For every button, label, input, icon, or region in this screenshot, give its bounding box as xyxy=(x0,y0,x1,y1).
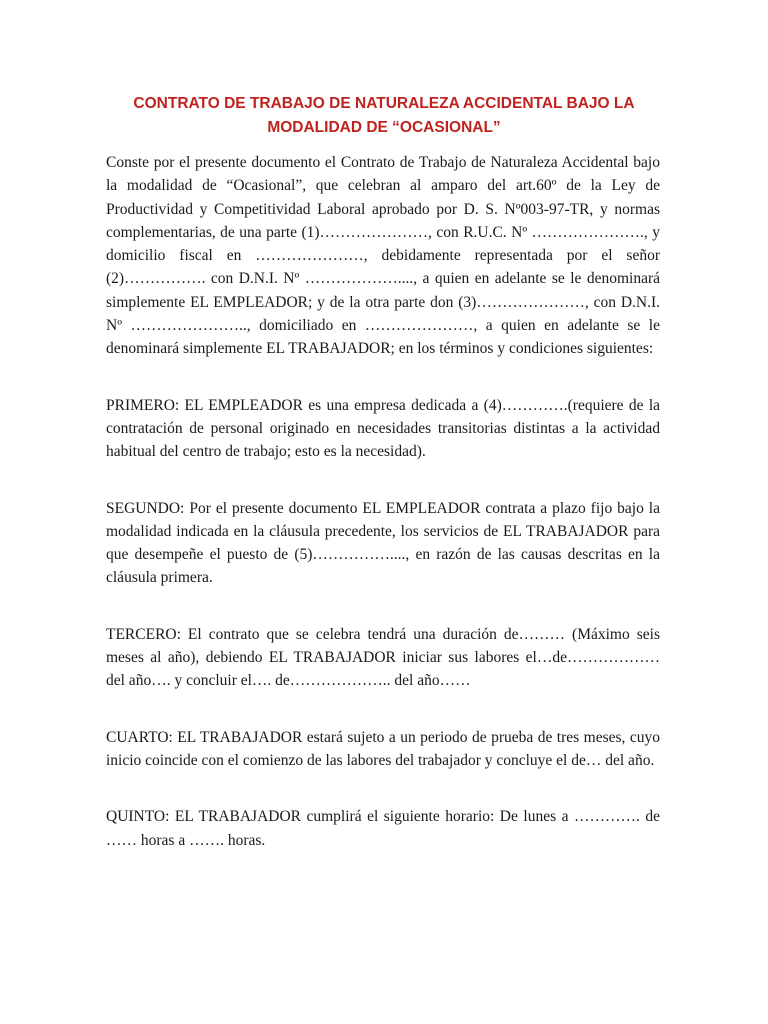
document-body xyxy=(106,151,660,852)
clause-cuarto: CUARTO: EL TRABAJADOR estará sujeto a un periodo de prueba de tres meses, cuyo inicio coincide con el comienzo de las labores del trabajador y concluye el de… del año. xyxy=(106,728,660,769)
clause-tercero: TERCERO: El contrato que se celebra tendrá una duración de……… (Máximo seis meses al año), debiendo EL TRABAJADOR iniciar sus labores el…de……………… del año…. y concluir el…. de……………….. del año…… xyxy=(106,625,660,690)
clause-segundo: SEGUNDO: Por el presente documento EL EMPLEADOR contrata a plazo fijo bajo la modalidad indicada en la cláusula precedente, los servicios de EL TRABAJADOR para que desempeñe el puesto de (5)……………...., en razón de las causas descritas en la cláusula primera. xyxy=(106,499,660,587)
clause-quinto: QUINTO: EL TRABAJADOR cumplirá el siguiente horario: De lunes a …………. de …… horas a ……. horas. xyxy=(106,808,660,849)
title-line-1: CONTRATO DE TRABAJO DE NATURALEZA ACCIDENTAL BAJO LA xyxy=(133,95,635,112)
title-line-2: MODALIDAD DE “OCASIONAL” xyxy=(267,119,501,136)
intro-paragraph: Conste por el presente documento el Contrato de Trabajo de Naturaleza Accidental bajo la modalidad de “Ocasional”, que celebran al amparo del art.60º de la Ley de Productividad y Competitividad Laboral aprobado por D. S. Nº003-97-TR, y normas complementarias, de una parte (1)…………………, con R.U.C. Nº …………………., y domicilio fiscal en …………………, debidamente representada por el señor (2)……………. con D.N.I. Nº ………………...., a quien en adelante se le denominará simplemente EL EMPLEADOR; y de la otra parte don (3)…………………, con D.N.I. Nº ………………….., domiciliado en …………………, a quien en adelante se le denominará simplemente EL TRABAJADOR; en los términos y condiciones siguientes: xyxy=(106,154,660,358)
clause-primero: PRIMERO: EL EMPLEADOR es una empresa dedicada a (4)………….(requiere de la contratación de personal originado en necesidades transitorias distintas a la actividad habitual del centro de trabajo; esto es la necesidad). xyxy=(106,396,660,461)
document-title xyxy=(100,92,668,140)
